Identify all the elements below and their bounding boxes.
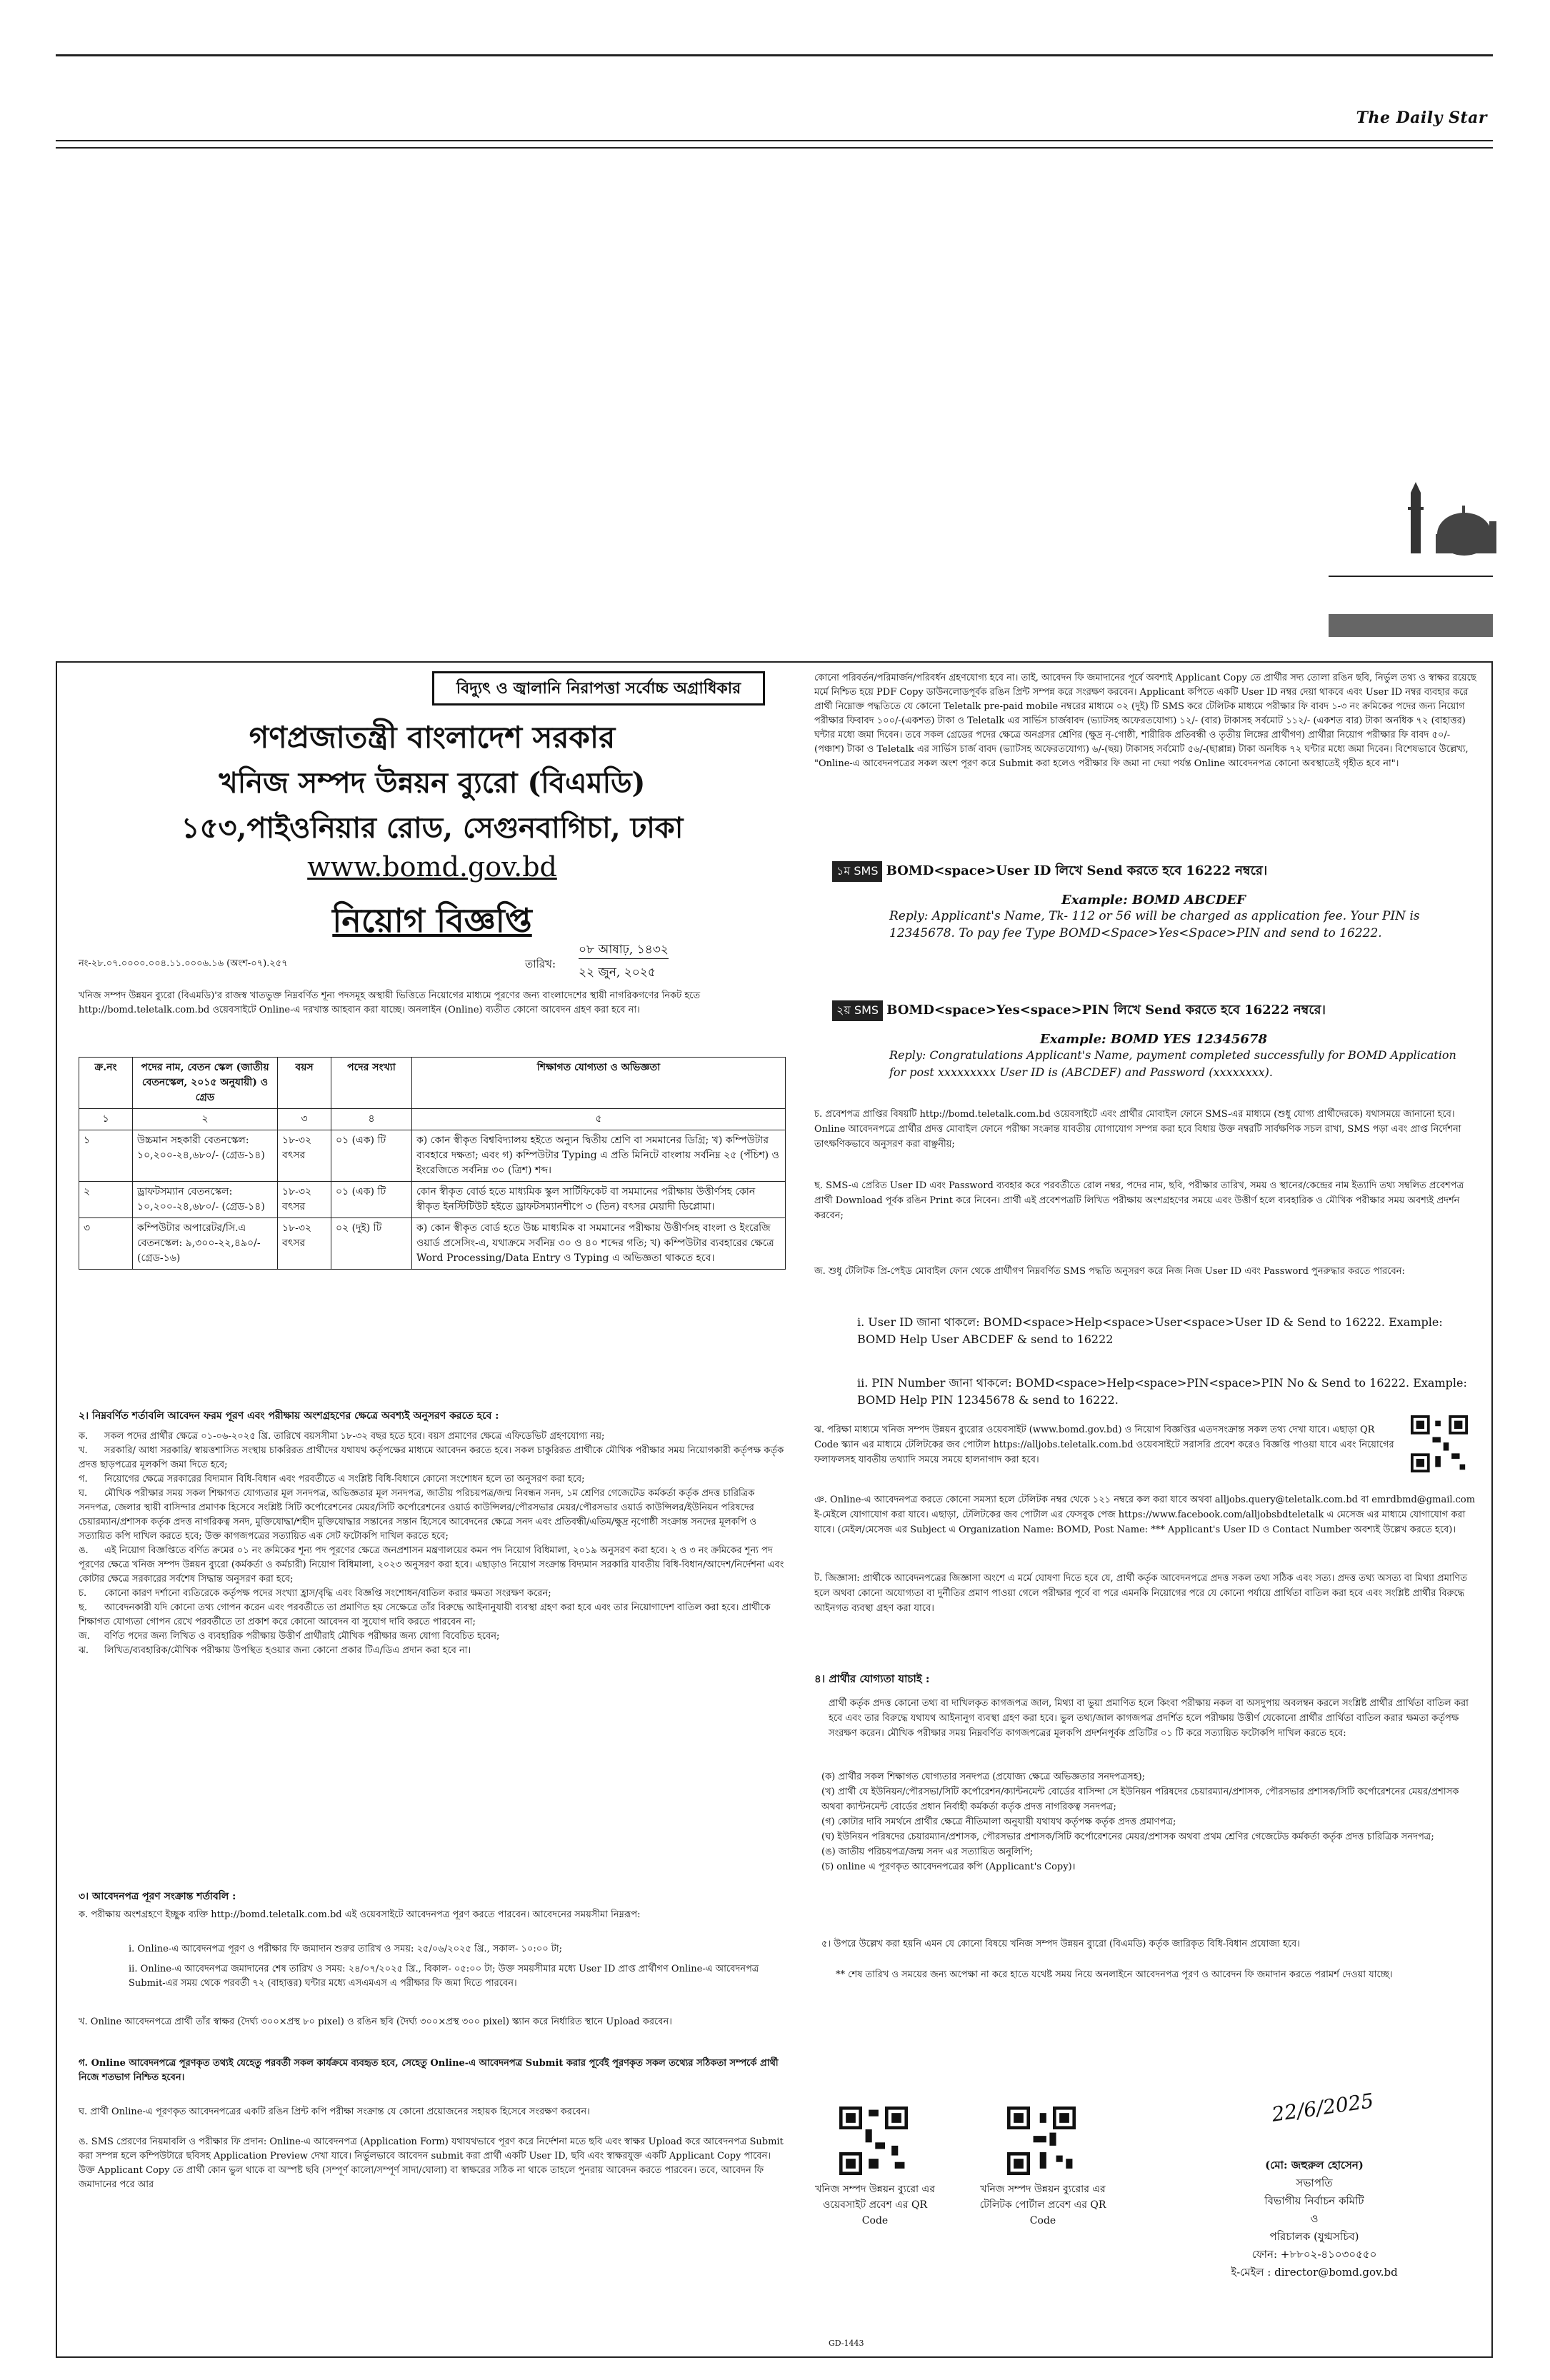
notice-title: নিয়োগ বিজ্ঞপ্তি [332, 901, 532, 940]
row-post: উচ্চমান সহকারী বেতনস্কেল: ১০,২০০-২৪,৬৮০/- (গ্রেড-১৪) [133, 1130, 278, 1182]
item-ch: চ. প্রবেশপত্র প্রাপ্তির বিষয়টি http://bomd.teletalk.com.bd ওয়েবসাইটে এবং প্রার্থীর মোবাইল ফোনে SMS-এর মাধ্যমে (শুধু যোগ্য প্রার্থীদেরকে) যথাসময়ে জানানো হবে। Online আবেদনপত্রে প্রার্থীর প্রদত্ত মোবাইল ফোনে পরীক্ষা সংক্রান্ত যাবতীয় যোগাযোগ সম্পন্ন করা হবে বিধায় উক্ত নম্বরটি সার্বক্ষণিক সচল রাখা, SMS পড়া এবং প্রাপ্ত নির্দেশনা তাৎক্ষণিকভাবে অনুসরণ করা বাঞ্ছনীয়; [814, 1109, 1461, 1150]
section-3-d: ঘ. প্রার্থী Online-এ পূরণকৃত আবেদনপত্রের একটি রঙিন প্রিন্ট কপি পরীক্ষা সংক্রান্ত যে কোনো প্রয়োজনের সহায়ক হিসেবে সংরক্ষণ করবেন। [79, 2107, 590, 2117]
col-sl: ক্র.নং [79, 1058, 133, 1109]
signer-role-4: পরিচালক (যুগ্মসচিব) [1269, 2230, 1359, 2243]
row-age: ১৮-৩২ বৎসর [278, 1130, 331, 1182]
section-3-i: i. Online-এ আবেদনপত্র পূরণ ও পরীক্ষার ফি জমাদান শুরুর তারিখ ও সময়: ২৫/০৬/২০২৫ খ্রি., সকাল- ১০:০০ টা; [129, 1944, 563, 1954]
item-j: জ. শুধু টেলিটক প্রি-পেইড মোবাইল ফোন থেকে প্রার্থীগণ নিম্নবর্ণিত SMS পদ্ধতি অনুসরণ করে নিজ নিজ User ID এবং Password পুনরুদ্ধার করতে পারবেন: [814, 1266, 1405, 1277]
section-3-a: ক. পরীক্ষায় অংশগ্রহণে ইচ্ছুক ব্যক্তি http://bomd.teletalk.com.bd এই ওয়েবসাইটে আবেদনপত্র পূরণ করতে পারবেন। আবেদনের সময়সীমা নিম্নরূপ: [79, 1909, 641, 1920]
gov-line-1: গণপ্রজাতন্ত্রী বাংলাদেশ সরকার [249, 720, 616, 755]
list-item: ঝ. লিখিত/ব্যবহারিক/মৌখিক পরীক্ষায় উপস্থিত হওয়ার জন্য কোনো প্রকার টিএ/ডিএ প্রদান করা হবে না। [79, 1645, 471, 1656]
col-age: বয়স [278, 1058, 331, 1109]
list-item: গ. নিয়োগের ক্ষেত্রে সরকারের বিদ্যমান বিধি-বিধান এবং পরবর্তীতে এ সংশ্লিষ্ট বিধি-বিধানে কোনো সংশোধন হলে তা অনুসরণ করা হবে; [79, 1474, 585, 1485]
section-3-ii: ii. Online-এ আবেদনপত্র জমাদানের শেষ তারিখ ও সময়: ২৪/০৭/২০২৫ খ্রি., বিকাল- ০৫:০০ টা; উক্ত সময়সীমার মধ্যে User ID প্রাপ্ত প্রার্থীগণ Online-এ আবেদনপত্র Submit-এর সময় থেকে পরবর্তী ৭২ (বাহাত্তর) ঘন্টার মধ্যে এসএমএস এ পরীক্ষার ফি জমা দিতে পারবেন। [129, 1964, 759, 1989]
item-j-ii: ii. PIN Number জানা থাকলে: BOMD<space>Help<space>PIN<space>PIN No & Send to 16222. Example: BOMD Help PIN 12345678 & send to 16222. [857, 1376, 1467, 1407]
grey-bar [1329, 614, 1493, 637]
masthead: The Daily Star [1356, 109, 1487, 127]
section-5-text: ৫। উপরে উল্লেখ করা হয়নি এমন যে কোনো বিষয়ে খনিজ সম্পদ উন্নয়ন ব্যুরো (বিএমডি) কর্তৃক জারিকৃত বিধি-বিধান প্রযোজ্য হবে। [821, 1939, 1300, 1949]
signature: 22/6/2025 [1270, 2089, 1376, 2127]
sms-2-reply: Reply: Congratulations Applicant's Name, payment completed successfully for BOMD Application for post xxxxxxxxx User ID is (ABCDEF) and Password (xxxxxxxx). [889, 1048, 1456, 1079]
mosque-rule [1329, 576, 1493, 577]
date-label: তারিখ: [525, 958, 556, 970]
qr-website-caption: খনিজ সম্পদ উন্নয়ন ব্যুরো এর ওয়েবসাইট প্রবেশ এর QR Code [815, 2184, 935, 2226]
col-number: ৩ [278, 1109, 331, 1130]
col-number: ৪ [331, 1109, 412, 1130]
date-english: ২২ জুন, ২০২৫ [579, 965, 656, 980]
sms-2-example: Example: BOMD YES 12345678 [1039, 1032, 1267, 1047]
list-item: খ. সরকারি/ আধা সরকারি/ স্বায়ত্তশাসিত সংস্থায় চাকরিরত প্রার্থীদের যথাযথ কর্তৃপক্ষের মাধ্যমে আবেদন করতে হবে। সকল চাকুরিরত প্রার্থীকে মৌখিক পরীক্ষার সময় নিয়োগকারী কর্তৃপক্ষ কর্তৃক প্রদত্ত ছাড়পত্রের মূলকপি জমা দিতে হবে; [79, 1445, 784, 1470]
gov-line-3: ১৫৩,পাইওনিয়ার রোড, সেগুনবাগিচা, ঢাকা [181, 811, 684, 845]
row-count: ০১ (এক) টি [331, 1130, 412, 1182]
section-3-b: খ. Online আবেদনপত্রে প্রার্থী তাঁর স্বাক্ষর (দৈর্ঘ্য ৩০০×প্রস্থ ৮০ pixel) ও রঙিন ছবি (দৈর্ঘ্য ৩০০×প্রস্থ ৩০০ pixel) স্ক্যান করে নির্ধারিত স্থানে Upload করবেন। [79, 2017, 672, 2027]
table-row [79, 1130, 786, 1182]
sms-2-tag: ২য় SMS [832, 1000, 883, 1021]
list-item: (ক) প্রার্থীর সকল শিক্ষাগত যোগ্যতার সনদপত্র (প্রযোজ্য ক্ষেত্রে অভিজ্ঞতার সনদপত্রসহ); [821, 1772, 1146, 1782]
gov-line-2: খনিজ সম্পদ উন্নয়ন ব্যুরো (বিএমডি) [219, 766, 646, 800]
col-count: পদের সংখ্যা [331, 1058, 412, 1109]
row-qual: ক) কোন স্বীকৃত বোর্ড হতে উচ্চ মাধ্যমিক বা সমমানের পরীক্ষায় উত্তীর্ণসহ বাংলা ও ইংরেজি ওয়ার্ড প্রসেসিং-এ, যথাক্রমে সর্বনিম্ন ৩০ ও ৪০ শব্দের গতি; খ) কম্পিউটার ব্যবহারের ক্ষেত্রে Word Processing/Data Entry ও Typing এ অভিজ্ঞতা থাকতে হবে। [412, 1218, 786, 1270]
mosque-icon [1396, 478, 1504, 564]
section-3-e: ঙ. SMS প্রেরণের নিয়মাবলি ও পরীক্ষার ফি প্রদান: Online-এ আবেদনপত্র (Application Form) যথাযথভাবে পূরণ করে নির্দেশনা মতে ছবি এবং স্বাক্ষর Upload করে আবেদনপত্র Submit করা সম্পন্ন হলে কম্পিউটারে ছবিসহ Application Preview দেখা যাবে। নির্ভুলভাবে আবেদন submit করা প্রার্থী একটি User ID, ছবি এবং স্বাক্ষরযুক্ত একটি Applicant Copy পাবেন। উক্ত Applicant Copy তে প্রার্থী কোন ভুল থাকে বা অস্পষ্ট ছবি (সম্পূর্ণ কালো/সম্পূর্ণ সাদা/ঘোলা) বা স্বাক্ষরের সঠিক না থাকে তাহলে পুনরায় আবেদন করতে পারবেন। তবে, আবেদন ফি জমাদানের পরে আর [79, 2137, 784, 2190]
memo-number: নং-২৮.০৭.০০০০.০০৪.১১.০০০৬.১৬ (অংশ-০৭).২৫৭ [79, 958, 288, 969]
priority-box: বিদ্যুৎ ও জ্বালানি নিরাপত্তা সর্বোচ্চ অগ্রাধিকার [432, 671, 765, 706]
section-4-title: ৪। প্রার্থীর যোগ্যতা যাচাই : [814, 1672, 930, 1685]
list-item: (ঙ) জাতীয় পরিচয়পত্র/জন্ম সনদ এর সত্যায়িত অনুলিপি; [821, 1847, 1034, 1857]
list-item: (খ) প্রার্থী যে ইউনিয়ন/পৌরসভা/সিটি কর্পোরেশন/ক্যান্টনমেন্ট বোর্ডের বাসিন্দা সে ইউনিয়ন পরিষদের চেয়ারম্যান/প্রশাসক, পৌরসভার প্রশাসক/সিটি কর্পোরেশনের মেয়র/প্রশাসক অথবা ক্যান্টনমেন্ট বোর্ডের প্রধান নির্বাহী কর্মকর্তা কর্তৃক প্রদত্ত নাগরিকত্ব সনদপত্র; [821, 1787, 1459, 1812]
gd-code: GD-1443 [829, 2339, 864, 2348]
date-bangla: ০৮ আষাঢ়, ১৪৩২ [579, 941, 669, 959]
sms-1-example: Example: BOMD ABCDEF [1061, 893, 1246, 908]
item-nio: ঞ. Online-এ আবেদনপত্র করতে কোনো সমস্যা হলে টেলিটক নম্বর থেকে ১২১ নম্বরে কল করা যাবে অথবা alljobs.query@teletalk.com.bd বা emrdbmd@gmail.com ই-মেইলে যোগাযোগ করা যাবে। এছাড়া, টেলিটকের জব পোর্টাল এর ফেসবুক পেজ https://www.facebook.com/alljobsbdteletalk এ মেসেজ এর মাধ্যমে যোগাযোগ করা যাবে। (মেইল/মেসেজ এর Subject এ Organization Name: BOMD, Post Name: *** Applicant's User ID ও Contact Number অবশ্যই উল্লেখ করতে হবে)। [814, 1495, 1476, 1535]
list-item: জ. বর্ণিত পদের জন্য লিখিত ও ব্যবহারিক পরীক্ষায় উত্তীর্ণ প্রার্থীরাই মৌখিক পরীক্ষার জন্য যোগ্য বিবেচিত হবেন; [79, 1631, 500, 1642]
sms-1-reply: Reply: Applicant's Name, Tk- 112 or 56 will be charged as application fee. Your PIN is 12345678. To pay fee Type BOMD<Space>Yes<Space>PIN and send to 16222. [889, 909, 1420, 940]
list-item: (গ) কোটার দাবি সমর্থনে প্রার্থীর ক্ষেত্রে নীতিমালা অনুযায়ী যথাযথ কর্তৃপক্ষ কর্তৃক প্রদত্ত প্রমাণপত্র; [821, 1817, 1176, 1827]
qr-portal-caption: খনিজ সম্পদ উন্নয়ন ব্যুরোর এর টেলিটক পোর্টাল প্রবেশ এর QR Code [979, 2184, 1106, 2226]
top-rule [56, 54, 1493, 56]
row-count: ০২ (দুই) টি [331, 1218, 412, 1270]
column-number-row [79, 1109, 786, 1130]
row-post: ড্রাফটসম্যান বেতনস্কেল: ১০,২০০-২৪,৬৮০/- (গ্রেড-১৪) [133, 1182, 278, 1218]
col-post: পদের নাম, বেতন স্কেল (জাতীয় বেতনস্কেল, ২০১৫ অনুযায়ী) ও গ্রেড [133, 1058, 278, 1109]
section-2-list [79, 1430, 786, 1658]
sms-2 [832, 1000, 1475, 1081]
col-qual: শিক্ষাগত যোগ্যতা ও অভিজ্ঞতা [412, 1058, 786, 1109]
qr-code-portal-icon [1007, 2107, 1076, 2175]
list-item: চ. কোনো কারণ দর্শানো ব্যতিরেকে কর্তৃপক্ষ পদের সংখ্যা হ্রাস/বৃদ্ধি এবং বিজ্ঞপ্তি সংশোধন/বাতিল করার ক্ষমতা সংরক্ষণ করেন; [79, 1588, 551, 1599]
sms-1-tag: ১ম SMS [832, 861, 882, 882]
row-age: ১৮-৩২ বৎসর [278, 1218, 331, 1270]
row-sl: ২ [79, 1182, 133, 1218]
list-item: ছ. আবেদনকারী যদি কোনো তথ্য গোপন করেন এবং পরবর্তীতে তা প্রমাণিত হয় সেক্ষেত্রে তাঁর বিরুদ্ধে আইনানুযায়ী ব্যবস্থা গ্রহণ করা হবে এবং তার নিয়োগাদেশ বাতিল করা হবে। প্রার্থীকে শিক্ষাগত যোগ্যতা গোপন রেখে পরবর্তীতে তা প্রকাশ করে কোনো আবেদন বা সুযোগ দাবি করতে পারবেন না; [79, 1602, 771, 1627]
signer-block [1157, 2156, 1471, 2281]
row-post: কম্পিউটার অপারেটর/সি.এ বেতনস্কেল: ৯,৩০০-২২,৪৯০/- (গ্রেড-১৬) [133, 1218, 278, 1270]
section-3-title: ৩। আবেদনপত্র পূরণ সংক্রান্ত শর্তাবলি : [79, 1891, 236, 1902]
row-sl: ১ [79, 1130, 133, 1182]
signer-role-3: ও [1310, 2212, 1319, 2225]
qr-code-icon [1411, 1415, 1468, 1472]
item-j-i: i. User ID জানা থাকলে: BOMD<space>Help<space>User<space>User ID & Send to 16222. Example: BOMD Help User ABCDEF & send to 16222 [857, 1315, 1443, 1346]
list-item: ক. সকল পদের প্রার্থীর ক্ষেত্রে ০১-০৬-২০২৫ খ্রি. তারিখে বয়সসীমা ১৮-৩২ বছর হতে হবে। বয়স প্রমাণের ক্ষেত্রে এফিডেভিট গ্রহণযোগ্য নয়; [79, 1431, 605, 1442]
list-item: (চ) online এ পূরণকৃত আবেদনপত্রের কপি (Applicant's Copy)। [821, 1862, 1076, 1872]
row-count: ০১ (এক) টি [331, 1182, 412, 1218]
list-item: ঘ. মৌখিক পরীক্ষার সময় সকল শিক্ষাগত যোগ্যতার মূল সনদপত্র, অভিজ্ঞতার মূল সনদপত্র, জাতীয় পরিচয়পত্র/জন্ম নিবন্ধন সনদ, ১ম শ্রেণির গেজেটেড কর্মকর্তা কর্তৃক প্রদত্ত চারিত্রিক সনদপত্র, জেলার স্থায়ী বাসিন্দার প্রমাণক হিসেবে সংশ্লিষ্ট সিটি কর্পোরেশনের মেয়র/সিটি কর্পোরেশনের ওয়ার্ড কাউন্সিলর/পৌরসভার মেয়র/পৌরসভার ওয়ার্ড কাউন্সিলর/ইউনিয়ন পরিষদের চেয়ারম্যান/প্রশাসক কর্তৃক প্রদত্ত নাগরিকত্ব সনদ, মুক্তিযোদ্ধা/শহীদ মুক্তিযোদ্ধার সন্তানের সন্তান হিসেবে আবেদনের ক্ষেত্রে সনদ এবং প্রতিবন্ধী/এতিম/ক্ষুদ্র নৃগোষ্ঠী সংক্রান্ত সনদের মূলকপি ও সত্যায়িত কপি দাখিল করতে হবে; উক্ত কাগজপত্রের সত্যায়িত এক সেট ফটোকপি দাখিল করতে হবে; [79, 1488, 757, 1542]
row-sl: ৩ [79, 1218, 133, 1270]
item-jh: ঝ. পরিক্ষা মাধ্যমে খনিজ সম্পদ উন্নয়ন ব্যুরোর ওয়েবসাইট (www.bomd.gov.bd) ও নিয়োগ বিজ্ঞপ্তির এতদসংক্রান্ত সকল তথ্য দেখা যাবে। এছাড়া QR Code স্ক্যান এর মাধ্যমে টেলিটকের জব পোর্টাল https://alljobs.teletalk.com.bd ওয়েবসাইটে সরাসরি প্রবেশ করেও বিজ্ঞপ্তি পাওয়া যাবে এবং নিয়োগের ফলাফলসহ যাবতীয় তথ্যাদি সময়ে সময়ে হালনাগাদ করা হবে। [814, 1425, 1394, 1465]
item-t: ট. জিজ্ঞাসা: প্রার্থীকে আবেদনপত্রের জিজ্ঞাসা অংশে এ মর্মে ঘোষণা দিতে হবে যে, প্রার্থী কর্তৃক আবেদনপত্রে প্রদত্ত সকল তথ্য সঠিক এবং সত্য। প্রদত্ত তথ্য অসত্য বা মিথ্যা প্রমাণিত হলে অথবা কোনো অযোগ্যতা বা দুর্নীতির প্রমাণ পাওয়া গেলে পরীক্ষার পূর্বে বা পরে এমনকি নিয়োগের পরে যে কোনো পর্যায়ে প্রার্থিতা বাতিল করা হবে এবং সংশ্লিষ্ট প্রার্থীর বিরুদ্ধে আইনগত ব্যবস্থা গ্রহণ করা যাবে। [814, 1573, 1468, 1614]
table-row [79, 1182, 786, 1218]
col-number: ২ [133, 1109, 278, 1130]
sms-1 [832, 860, 1475, 942]
qr-code-website-icon [839, 2107, 908, 2175]
footnote: ** শেষ তারিখ ও সময়ের জন্য অপেক্ষা না করে হাতে যথেষ্ট সময় নিয়ে অনলাইনে আবেদনপত্র পূরণ ও আবেদন ফি জমাদান করতে পরামর্শ দেওয়া যাচ্ছে। [836, 1969, 1393, 1980]
sms-1-command: BOMD<space>User ID লিখে Send করতে হবে 16222 নম্বরে। [886, 863, 1268, 878]
table-row [79, 1218, 786, 1270]
signer-phone: ফোন: +৮৮০২-৪১০৩০৫৫০ [1251, 2248, 1377, 2261]
section-4-list [821, 1769, 1479, 1874]
website-link[interactable]: www.bomd.gov.bd [307, 851, 557, 883]
signer-email: ই-মেইল : director@bomd.gov.bd [1231, 2266, 1398, 2279]
list-item: (ঘ) ইউনিয়ন পরিষদের চেয়ারম্যান/প্রশাসক, পৌরসভার প্রশাসক/সিটি কর্পোরেশনের মেয়র/প্রশাসক অথবা প্রথম শ্রেণির গেজেটেড কর্মকর্তা কর্তৃক প্রদত্ত চারিত্রিক সনদপত্র; [821, 1832, 1434, 1842]
col-number: ৫ [412, 1109, 786, 1130]
col-number: ১ [79, 1109, 133, 1130]
signer-role-2: বিভাগীয় নির্বাচন কমিটি [1264, 2194, 1364, 2207]
section-3-c: গ. Online আবেদনপত্রে পূরণকৃত তথ্যই যেহেতু পরবর্তী সকল কার্যক্রমে ব্যবহৃত হবে, সেহেতু Online-এ আবেদনপত্র Submit করার পূর্বেই পূরণকৃত সকল তথ্যের সঠিকতা সম্পর্কে প্রার্থী নিজে শতভাগ নিশ্চিত হবেন। [79, 2058, 779, 2083]
sms-2-command: BOMD<space>Yes<space>PIN লিখে Send করতে হবে 16222 নম্বরে। [886, 1003, 1326, 1018]
item-chh: ছ. SMS-এ প্রেরিত User ID এবং Password ব্যবহার করে পরবর্তীতে রোল নম্বর, পদের নাম, ছবি, পরীক্ষার তারিখ, সময় ও স্থানের/কেন্দ্রের নাম ইত্যাদি তথ্য সম্বলিত প্রবেশপত্র প্রার্থী Download পূর্বক রঙিন Print করে নিবেন। প্রার্থী এই প্রবেশপত্রটি লিখিত পরীক্ষায় অংশগ্রহণের সময়ে এবং উত্তীর্ণ হলে ব্যবহারিক ও মৌখিক পরীক্ষার সময় অবশ্যই প্রদর্শন করবেন; [814, 1180, 1464, 1221]
row-qual: ক) কোন স্বীকৃত বিশ্ববিদ্যালয় হইতে অন্যুন দ্বিতীয় শ্রেণি বা সমমানের ডিগ্রি; খ) কম্পিউটার ব্যবহারে দক্ষতা; এবং গ) কম্পিউটার Typing এ প্রতি মিনিটে বাংলায় সর্বনিম্ন ২৫ (পঁচিশ) ও ইংরেজিতে সর্বনিম্ন ৩০ (ত্রিশ) শব্দ। [412, 1130, 786, 1182]
signer-name: (মো: জহুরুল হোসেন) [1265, 2159, 1364, 2171]
signer-role-1: সভাপতি [1296, 2176, 1333, 2189]
section-4-text: প্রার্থী কর্তৃক প্রদত্ত কোনো তথ্য বা দাখিলকৃত কাগজপত্র জাল, মিথ্যা বা ভুয়া প্রমাণিত হলে কিংবা পরীক্ষায় নকল বা অসদুপায় অবলম্বন করলে সংশ্লিষ্ট প্রার্থীর প্রার্থিতা বাতিল করা হবে এবং তার বিরুদ্ধে যথাযথ আইনানুগ ব্যবস্থা গ্রহণ করা হবে। ভুল তথ্য/জাল কাগজপত্র প্রদর্শিত হলে পরীক্ষায় উত্তীর্ণ যেকোনো প্রার্থীর প্রার্থিতা বাতিল করার ক্ষমতা কর্তৃপক্ষ সংরক্ষণ করেন। মৌখিক পরীক্ষার সময় নিম্নবর্ণিত কাগজপত্রের মূলকপি প্রদর্শনপূর্বক প্রতিটির ০১ টি করে সত্যায়িত ফটোকপি দাখিল করতে হবে: [829, 1698, 1469, 1739]
right-top-text: কোনো পরিবর্তন/পরিমার্জন/পরিবর্ধন গ্রহণযোগ্য হবে না। তাই, আবেদন ফি জমাদানের পূর্বে অবশ্যই Applicant Copy তে প্রার্থীর সদ্য তোলা রঙিন ছবি, নির্ভুল তথ্য ও স্বাক্ষর রয়েছে মর্মে নিশ্চিত হয়ে PDF Copy ডাউনলোডপূর্বক রঙিন প্রিন্ট সম্পন্ন করে সংরক্ষণ করবেন। Applicant কপিতে একটি User ID নম্বর দেয়া থাকবে এবং User ID নম্বর ব্যবহার করে প্রার্থী নিম্নোক্ত পদ্ধতিতে যে কোনো Teletalk pre-paid mobile নম্বরের মাধ্যমে ০২ (দুই) টি SMS করে টেলিটক মাধ্যমে পরীক্ষার ফি বাবদ ১-৩ নং ক্রমিকের পদের জন্য নিয়োগ পরীক্ষার ফিবাবদ ১০০/-(একশত) টাকা ও Teletalk এর সার্ভিস চার্জবাবদ (ভ্যাটসহ অফেরতযোগ্য) ১২/- (বার) টাকাসহ সর্বমোট ১১২/- (একশত বার) টাকা অনধিক ৭২ (বাহাত্তর) ঘন্টার মধ্যে জমা দিবেন। তবে সকল গ্রেডের পদের ক্ষেত্রে অনগ্রসর শ্রেণির (ক্ষুদ্র নৃ-গোষ্ঠী, শারীরিক প্রতিবন্ধী ও তৃতীয় লিঙ্গের প্রার্থীগণ) প্রার্থীরা নিয়োগ পরীক্ষার ফি বাবদ ৫০/- (পঞ্চাশ) টাকা ও Teletalk এর সার্ভিস চার্জ বাবদ (ভ্যাটসহ অফেরতযোগ্য) ৬/-(ছয়) টাকাসহ সর্বমোট ৫৬/-(ছাপ্পান্ন) টাকা অনধিক ৭২ ঘন্টার মধ্যে জমা দিবেন। বিশেষভাবে উল্লেখ্য, "Online-এ আবেদনপত্রের সকল অংশ পূরণ করে Submit করা হলেও পরীক্ষার ফি জমা না দেয়া পর্যন্ত Online আবেদনপত্র কোনো অবস্থাতেই গৃহীত হবে না"। [814, 673, 1476, 769]
list-item: ঙ. এই নিয়োগ বিজ্ঞপ্তিতে বর্ণিত ক্রমের ০১ নং ক্রমিকের শূন্য পদ পূরণের ক্ষেত্রে জনপ্রশাসন মন্ত্রণালয়ের কমন পদ নিয়োগ বিধিমালা, ২০১৯ অনুসরণ করা হবে। ২ ও ৩ নং ক্রমিকের শূন্য পদ পূরণের ক্ষেত্রে খনিজ সম্পদ উন্নয়ন ব্যুরো (কর্মকর্তা ও কর্মচারী) নিয়োগ বিধিমালা, ২০২৩ অনুসরণ করা হবে। এছাড়াও নিয়োগ সংক্রান্ত বিদ্যমান সরকারি যাবতীয় বিধি-বিধান/আদেশ/নির্দেশনা এবং কোটার ক্ষেত্রে সরকারের সর্বশেষ সিদ্ধান্ত অনুসরণ করা হবে; [79, 1545, 784, 1585]
header-rule-2 [56, 147, 1493, 149]
job-table [79, 1057, 786, 1270]
table-header-row [79, 1058, 786, 1109]
section-2-title: ২। নিম্নবর্ণিত শর্তাবলি আবেদন ফরম পূরণ এবং পরীক্ষায় অংশগ্রহণের ক্ষেত্রে অবশ্যই অনুসরণ করতে হবে : [79, 1410, 499, 1422]
row-qual: কোন স্বীকৃত বোর্ড হতে মাধ্যমিক স্কুল সার্টিফিকেট বা সমমানের পরীক্ষায় উত্তীর্ণসহ কোন স্বীকৃত ইনস্টিটিউট হইতে ড্রাফটসম্যানশীপে ৩ (তিন) বৎসর মেয়াদী ডিপ্লোমা। [412, 1182, 786, 1218]
intro-text: খনিজ সম্পদ উন্নয়ন ব্যুরো (বিএমডি)'র রাজস্ব খাতভুক্ত নিম্নবর্ণিত শূন্য পদসমূহ অস্থায়ী ভিত্তিতে নিয়োগের মাধ্যমে পূরণের জন্য বাংলাদেশের স্থায়ী নাগরিকগণের নিকট হতে http://bomd.teletalk.com.bd ওয়েবসাইটে Online-এ দরখাস্ত আহবান করা যাচ্ছে। অনলাইন (Online) ব্যতীত কোনো আবেদন গ্রহণ করা হবে না। [79, 990, 701, 1015]
header-rule-1 [56, 140, 1493, 141]
row-age: ১৮-৩২ বৎসর [278, 1182, 331, 1218]
